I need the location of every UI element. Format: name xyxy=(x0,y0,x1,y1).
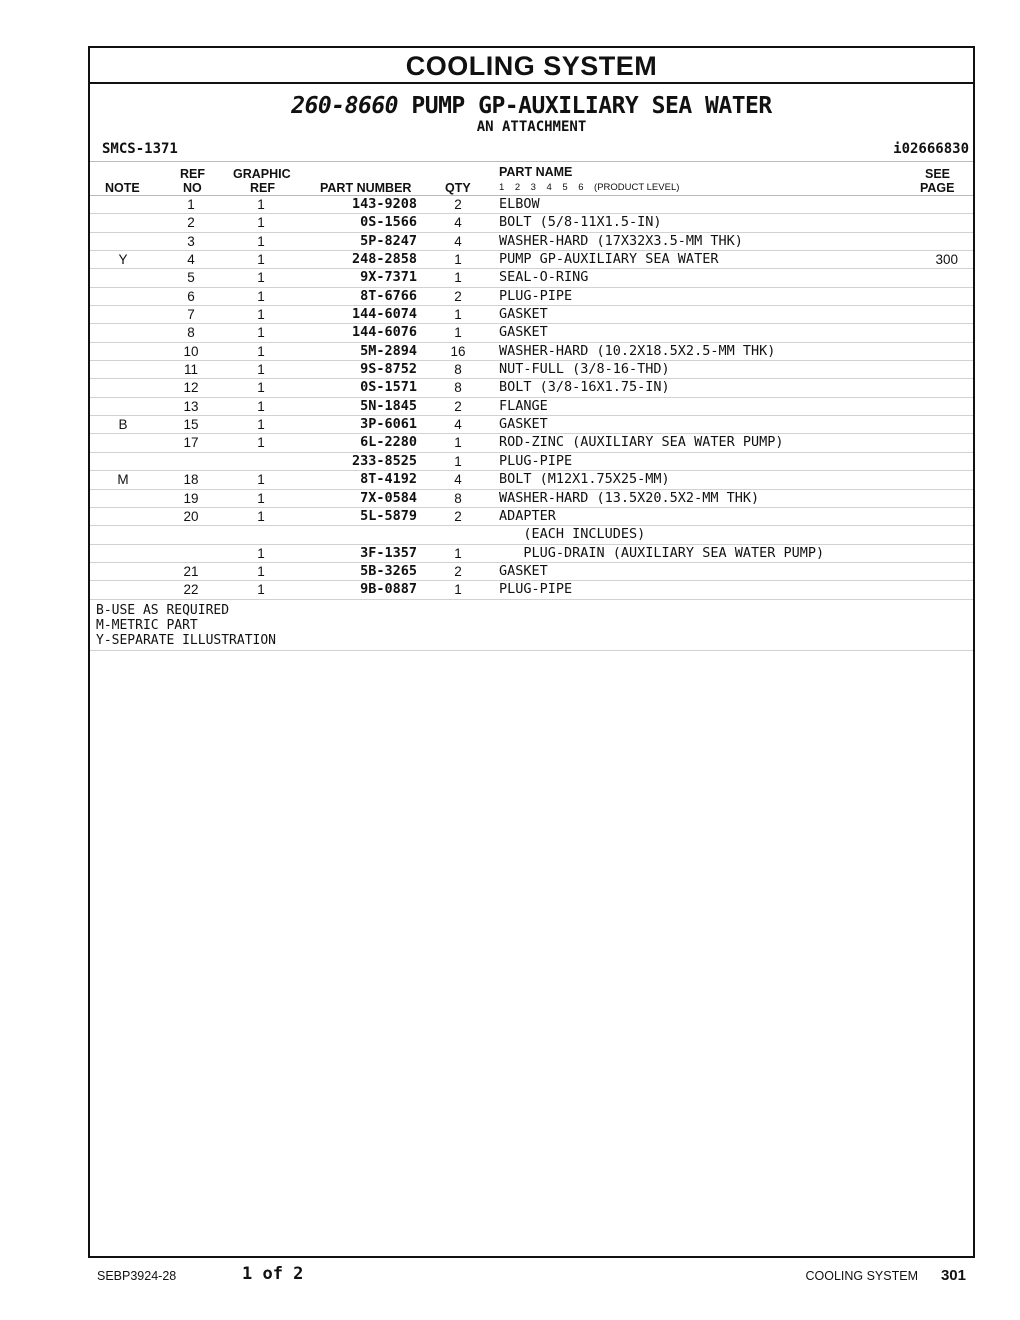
cell-qty: 1 xyxy=(454,582,462,598)
page-of: 1 of 2 xyxy=(242,1264,304,1284)
cell-gref: 1 xyxy=(257,545,265,561)
cell-gref: 1 xyxy=(257,435,265,451)
cell-ref: 21 xyxy=(183,563,199,579)
cell-qty: 2 xyxy=(454,398,462,414)
cell-part: 5B-3265 xyxy=(360,562,417,579)
cell-see: 300 xyxy=(935,252,958,268)
cell-qty: 4 xyxy=(454,233,462,249)
cell-gref: 1 xyxy=(257,252,265,268)
cell-name: SEAL-O-RING xyxy=(499,269,589,286)
cell-ref: 8 xyxy=(187,325,195,341)
cell-part: 0S-1566 xyxy=(360,214,417,231)
cell-name: PLUG-DRAIN (AUXILIARY SEA WATER PUMP) xyxy=(499,544,825,561)
cell-qty: 1 xyxy=(454,545,462,561)
page-number: 301 xyxy=(940,1267,966,1284)
table-row xyxy=(90,214,973,232)
cell-ref: 19 xyxy=(183,490,199,506)
cell-gref: 1 xyxy=(257,362,265,378)
cell-qty: 1 xyxy=(454,252,462,268)
cell-name: PUMP GP-AUXILIARY SEA WATER xyxy=(499,251,719,268)
cell-qty: 8 xyxy=(454,362,462,378)
cell-ref: 13 xyxy=(183,398,199,414)
table-row xyxy=(90,398,973,416)
cell-ref: 22 xyxy=(183,582,199,598)
cell-qty: 4 xyxy=(454,472,462,488)
cell-gref: 1 xyxy=(257,215,265,231)
cell-name: GASKET xyxy=(499,324,548,341)
cell-part: 9S-8752 xyxy=(360,361,417,378)
cell-name: ROD-ZINC (AUXILIARY SEA WATER PUMP) xyxy=(499,434,784,451)
cell-name: NUT-FULL (3/8-16-THD) xyxy=(499,361,670,378)
cell-ref: 5 xyxy=(187,270,195,286)
cell-ref: 3 xyxy=(187,233,195,249)
cell-gref: 1 xyxy=(257,325,265,341)
table-row xyxy=(90,416,973,434)
cell-name: GASKET xyxy=(499,562,548,579)
cell-name: (EACH INCLUDES) xyxy=(499,526,646,543)
cell-name: FLANGE xyxy=(499,397,548,414)
col-product-levels: 1 2 3 4 5 6 (PRODUCT LEVEL) xyxy=(499,182,680,193)
cell-name: WASHER-HARD (13.5X20.5X2-MM THK) xyxy=(499,489,760,506)
table-row xyxy=(90,361,973,379)
col-graphic-top: GRAPHIC xyxy=(233,167,291,181)
table-row xyxy=(90,251,973,269)
cell-part: 3F-1357 xyxy=(360,544,417,561)
section-title: COOLING SYSTEM xyxy=(90,48,973,84)
notes-legend xyxy=(90,600,973,651)
cell-qty: 1 xyxy=(454,270,462,286)
note-y: Y-SEPARATE ILLUSTRATION xyxy=(96,632,277,648)
cell-name: BOLT (5/8-11X1.5-IN) xyxy=(499,214,662,231)
table-row xyxy=(90,269,973,287)
cell-qty: 1 xyxy=(454,453,462,469)
col-ref-top: REF xyxy=(180,167,205,181)
table-row xyxy=(90,196,973,214)
cell-ref: 10 xyxy=(183,343,199,359)
col-graphic-bottom: REF xyxy=(250,181,275,195)
cell-ref: 18 xyxy=(183,472,199,488)
table-row xyxy=(90,306,973,324)
cell-gref: 1 xyxy=(257,508,265,524)
cell-part: 143-9208 xyxy=(351,196,417,212)
cell-part: 6L-2280 xyxy=(360,434,417,451)
parts-page-frame xyxy=(88,46,975,1258)
col-see-top: SEE xyxy=(925,167,951,181)
attachment-label: AN ATTACHMENT xyxy=(476,119,587,135)
cell-gref: 1 xyxy=(257,563,265,579)
cell-part: 233-8525 xyxy=(351,452,417,469)
cell-qty: 2 xyxy=(454,508,462,524)
cell-gref: 1 xyxy=(257,270,265,286)
note-b: B-USE AS REQUIRED xyxy=(96,602,230,618)
table-row xyxy=(90,379,973,397)
cell-part: 144-6076 xyxy=(351,324,417,341)
cell-ref: 15 xyxy=(183,417,199,433)
cell-ref: 20 xyxy=(183,508,199,524)
table-row xyxy=(90,453,973,471)
cell-qty: 1 xyxy=(454,325,462,341)
group-name: PUMP GP-AUXILIARY SEA WATER xyxy=(411,93,772,119)
table-row xyxy=(90,324,973,342)
cell-ref: 17 xyxy=(183,435,199,451)
cell-qty: 8 xyxy=(454,490,462,506)
cell-part: 9X-7371 xyxy=(360,269,417,286)
table-row xyxy=(90,563,973,581)
cell-qty: 4 xyxy=(454,215,462,231)
group-title xyxy=(90,93,973,119)
cell-gref: 1 xyxy=(257,490,265,506)
illustration-id: i02666830 xyxy=(893,141,969,157)
cell-part: 144-6074 xyxy=(351,306,417,323)
cell-ref: 4 xyxy=(187,252,195,268)
table-row xyxy=(90,434,973,452)
cell-ref: 12 xyxy=(183,380,199,396)
table-row xyxy=(90,233,973,251)
cell-name: PLUG-PIPE xyxy=(499,287,573,304)
cell-name: PLUG-PIPE xyxy=(499,452,573,469)
cell-name: ELBOW xyxy=(499,196,540,212)
table-row xyxy=(90,288,973,306)
cell-part: 3P-6061 xyxy=(360,416,417,433)
cell-part: 5L-5879 xyxy=(360,507,417,524)
col-qty: QTY xyxy=(445,181,471,195)
footer-section: COOLING SYSTEM xyxy=(805,1269,918,1283)
cell-ref: 6 xyxy=(187,288,195,304)
cell-part: 0S-1571 xyxy=(360,379,417,396)
smcs-code: SMCS-1371 xyxy=(102,141,178,157)
cell-part: 5M-2894 xyxy=(360,342,417,359)
col-note: NOTE xyxy=(105,181,140,195)
cell-ref: 7 xyxy=(187,307,195,323)
cell-name: ADAPTER xyxy=(499,507,556,524)
cell-gref: 1 xyxy=(257,197,265,212)
cell-name: WASHER-HARD (10.2X18.5X2.5-MM THK) xyxy=(499,342,776,359)
cell-qty: 8 xyxy=(454,380,462,396)
cell-note: B xyxy=(118,417,128,433)
cell-gref: 1 xyxy=(257,398,265,414)
parts-table xyxy=(90,196,973,600)
table-row xyxy=(90,526,973,544)
cell-gref: 1 xyxy=(257,233,265,249)
col-part-name: PART NAME xyxy=(499,165,573,179)
col-see-bottom: PAGE xyxy=(920,181,955,195)
cell-gref: 1 xyxy=(257,307,265,323)
table-row xyxy=(90,581,973,599)
col-ref-bottom: NO xyxy=(183,181,202,195)
cell-part: 5N-1845 xyxy=(360,397,417,414)
table-row xyxy=(90,471,973,489)
cell-qty: 2 xyxy=(454,197,462,212)
column-headers xyxy=(90,162,973,196)
cell-part: 8T-6766 xyxy=(360,287,417,304)
group-part-number: 260-8660 xyxy=(291,93,399,119)
cell-qty: 2 xyxy=(454,288,462,304)
cell-qty: 2 xyxy=(454,563,462,579)
cell-ref: 2 xyxy=(187,215,195,231)
cell-name: GASKET xyxy=(499,306,548,323)
cell-ref: 11 xyxy=(183,362,198,378)
cell-part: 7X-0584 xyxy=(360,489,417,506)
cell-qty: 4 xyxy=(454,417,462,433)
cell-qty: 1 xyxy=(454,435,462,451)
cell-qty: 1 xyxy=(454,307,462,323)
cell-name: BOLT (3/8-16X1.75-IN) xyxy=(499,379,670,396)
table-row xyxy=(90,490,973,508)
cell-qty: 16 xyxy=(450,343,466,359)
cell-name: WASHER-HARD (17X32X3.5-MM THK) xyxy=(499,232,743,249)
cell-gref: 1 xyxy=(257,288,265,304)
cell-gref: 1 xyxy=(257,417,265,433)
note-m: M-METRIC PART xyxy=(96,617,198,633)
cell-gref: 1 xyxy=(257,343,265,359)
cell-part: 9B-0887 xyxy=(360,581,417,598)
table-row xyxy=(90,508,973,526)
smcs-row xyxy=(90,139,973,162)
cell-part: 8T-4192 xyxy=(360,471,417,488)
cell-part: 5P-8247 xyxy=(360,232,417,249)
cell-name: BOLT (M12X1.75X25-MM) xyxy=(499,471,670,488)
cell-name: PLUG-PIPE xyxy=(499,581,573,598)
cell-ref: 1 xyxy=(187,197,195,212)
cell-name: GASKET xyxy=(499,416,548,433)
cell-gref: 1 xyxy=(257,472,265,488)
table-row xyxy=(90,545,973,563)
page-footer xyxy=(0,1264,1020,1288)
cell-gref: 1 xyxy=(257,380,265,396)
col-part-number: PART NUMBER xyxy=(320,181,412,195)
cell-note: Y xyxy=(118,252,128,268)
cell-part: 248-2858 xyxy=(351,251,417,268)
cell-gref: 1 xyxy=(257,582,265,598)
doc-number: SEBP3924-28 xyxy=(97,1269,177,1283)
table-row xyxy=(90,343,973,361)
cell-note: M xyxy=(117,472,129,488)
